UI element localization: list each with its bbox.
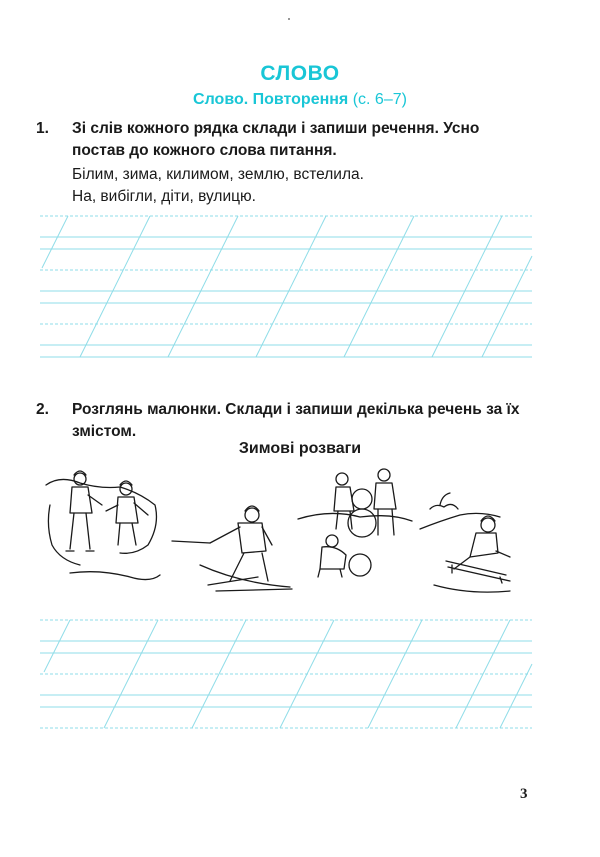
picture-title: Зимові розваги (238, 440, 362, 457)
task-1-instruction: Зі слів кожного рядка склади і запиши речення. Усно постав до кожного слова питання. (72, 120, 480, 159)
pages-reference: (с. 6–7) (352, 91, 407, 108)
page-number: 3 (520, 786, 528, 802)
task-1-line-1: Білим, зима, килимом, землю, встелила. (72, 166, 364, 183)
task-1-number: 1. (36, 120, 49, 137)
section-title: СЛОВО (260, 62, 340, 85)
subtitle-text: Слово. Повторення (193, 91, 349, 108)
task-2-number: 2. (36, 401, 49, 418)
task-2-instruction: Розглянь малюнки. Склади і запиши декілька речень за їх змістом. (72, 401, 520, 440)
task-1-line-2: На, вибігли, діти, вулицю. (72, 188, 256, 205)
